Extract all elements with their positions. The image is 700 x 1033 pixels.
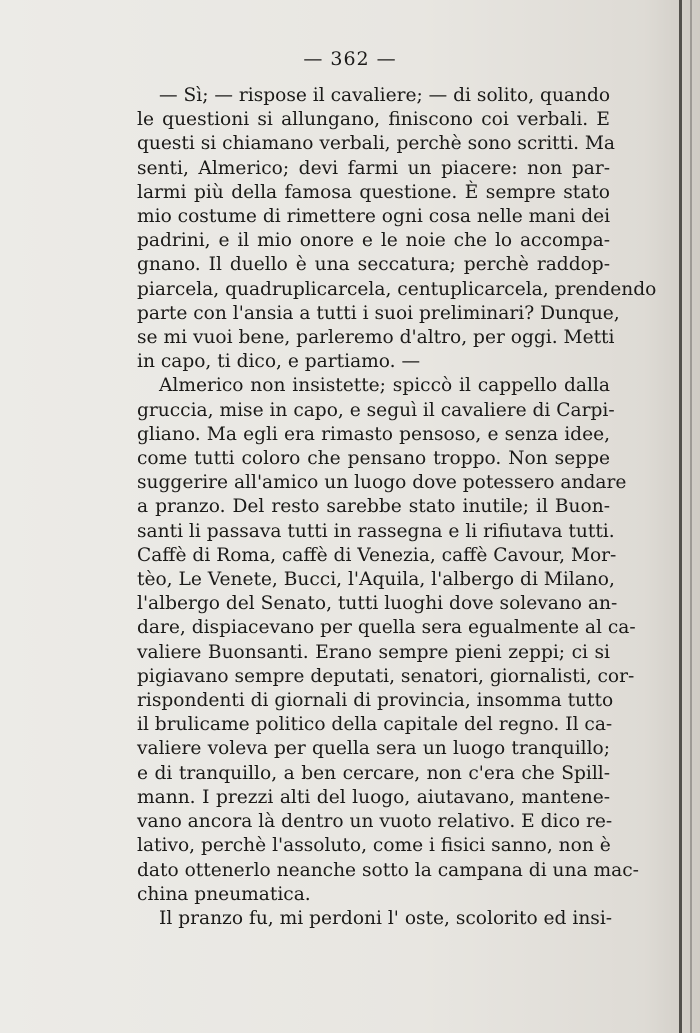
- text-line: valiere Buonsanti. Erano sempre pieni zeppi; ci si: [137, 641, 610, 663]
- text-line: il brulicame politico della capitale del regno. Il ca-: [137, 714, 613, 736]
- text-line: come tutti coloro che pensano troppo. Non seppe: [137, 448, 610, 470]
- text-line: senti, Almerico; devi farmi un piacere: non par-: [137, 157, 610, 179]
- text-line: valiere voleva per quella sera un luogo tranquillo;: [137, 738, 610, 760]
- page-number: — 362 —: [303, 48, 397, 70]
- text-line: gruccia, mise in capo, e seguì il cavaliere di Carpi-: [137, 399, 615, 421]
- text-line: Almerico non insistette; spiccò il cappello dalla: [159, 375, 610, 397]
- text-line: lativo, perchè l'assoluto, come i fisici sanno, non è: [137, 835, 611, 857]
- text-line: a pranzo. Del resto sarebbe stato inutile; il Buon-: [137, 496, 610, 518]
- text-line: tèo, Le Venete, Bucci, l'Aquila, l'albergo di Milano,: [137, 569, 615, 591]
- text-line: se mi vuoi bene, parleremo d'altro, per oggi. Metti: [137, 327, 615, 349]
- text-line: dato ottenerlo neanche sotto la campana di una mac-: [137, 859, 639, 881]
- text-line: mann. I prezzi alti del luogo, aiutavano, mantene-: [137, 786, 610, 808]
- text-line: parte con l'ansia a tutti i suoi preliminari? Dunque,: [137, 302, 620, 324]
- text-line: Il pranzo fu, mi perdoni l' oste, scolorito ed insi-: [159, 907, 613, 929]
- text-line: in capo, ti dico, e partiamo. —: [137, 351, 421, 373]
- text-line: e di tranquillo, a ben cercare, non c'era che Spill-: [137, 762, 610, 784]
- paragraph: [137, 907, 613, 931]
- text-line: l'albergo del Senato, tutti luoghi dove solevano an-: [137, 593, 618, 615]
- text-line: larmi più della famosa questione. È sempre stato: [137, 181, 610, 203]
- text-line: gnano. Il duello è una seccatura; perchè raddop-: [137, 254, 610, 276]
- binding-shadow: [679, 0, 682, 1033]
- text-line: suggerire all'amico un luogo dove potessero andare: [137, 472, 627, 494]
- paragraph: [137, 374, 639, 906]
- text-line: dare, dispiacevano per quella sera egualmente al ca-: [137, 617, 636, 639]
- text-line: piarcela, quadruplicarcela, centuplicarcela, prendendo: [137, 278, 657, 300]
- text-line: santi li passava tutti in rassegna e li rifiutava tutti.: [137, 520, 615, 542]
- text-line: questi si chiamano verbali, perchè sono scritti. Ma: [137, 133, 616, 155]
- text-line: rispondenti di giornali di provincia, insomma tutto: [137, 690, 614, 712]
- text-line: — Sì; — rispose il cavaliere; — di solito, quando: [159, 85, 611, 106]
- binding-edge: [690, 0, 692, 1033]
- body-text: [137, 84, 657, 931]
- text-line: vano ancora là dentro un vuoto relativo. E dico re-: [137, 811, 613, 833]
- text-line: mio costume di rimettere ogni cosa nelle mani dei: [137, 206, 611, 228]
- text-line: Caffè di Roma, caffè di Venezia, caffè Cavour, Mor-: [137, 544, 617, 566]
- text-line: gliano. Ma egli era rimasto pensoso, e senza idee,: [137, 423, 610, 445]
- paragraph: [137, 84, 657, 374]
- text-line: padrini, e il mio onore e le noie che lo accompa-: [137, 230, 610, 252]
- text-line: le questioni si allungano, finiscono coi verbali. E: [137, 109, 610, 131]
- text-line: china pneumatica.: [137, 883, 311, 905]
- text-line: pigiavano sempre deputati, senatori, giornalisti, cor-: [137, 665, 635, 687]
